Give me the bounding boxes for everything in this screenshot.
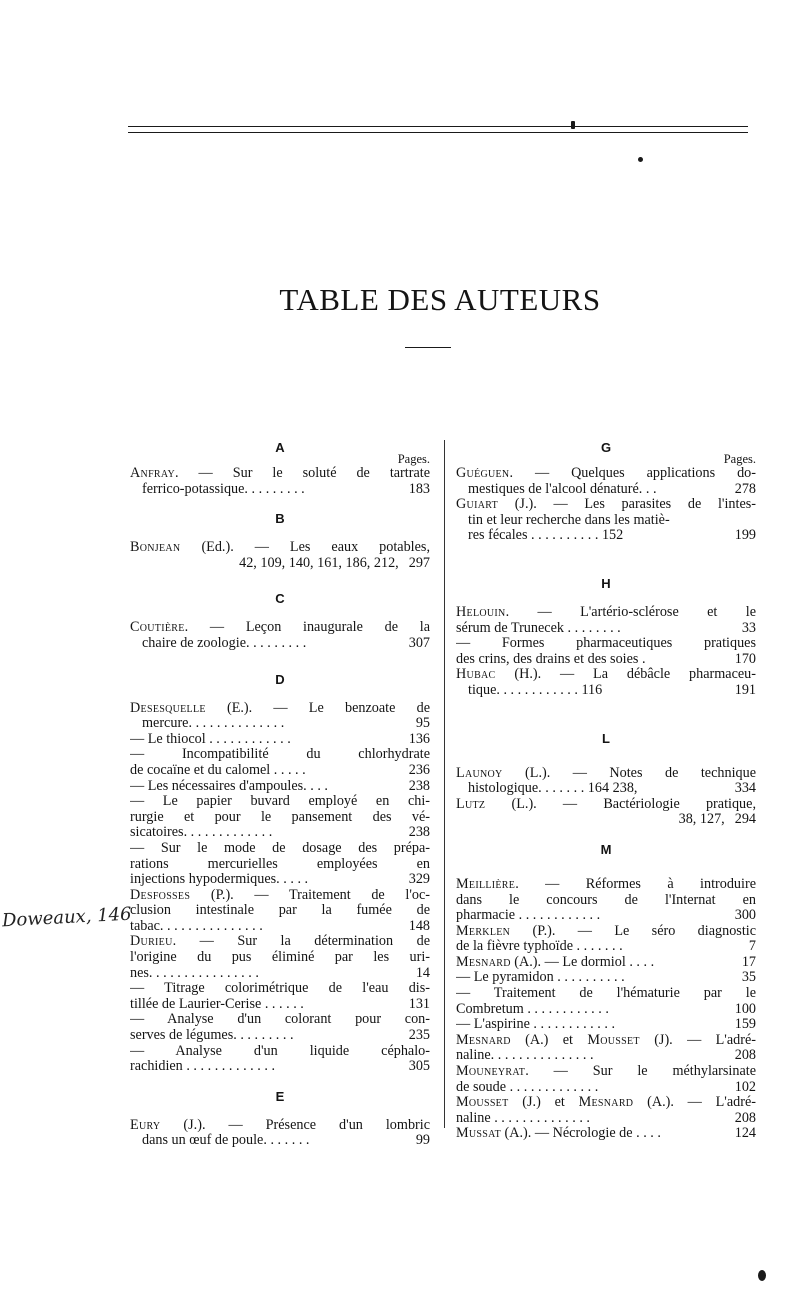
index-entry	[456, 1095, 756, 1126]
page-number: 148	[408, 917, 430, 934]
entry-text: mercure. . . . . . . . . . . . . .	[142, 716, 285, 732]
index-entry	[130, 732, 430, 748]
entry-text: Hubac (H.). — La débâcle pharmaceu-	[456, 667, 756, 683]
entry-text: serves de légumes. . . . . . . . .	[130, 1028, 294, 1044]
entry-text: de soude . . . . . . . . . . . . .	[456, 1079, 599, 1095]
page-number: 102	[734, 1078, 756, 1095]
page-number: 14	[415, 964, 430, 981]
entry-text: clusion intestinale par la fumée de	[130, 903, 430, 919]
entry-text: Helouin. — L'artério-sclérose et le	[456, 604, 756, 620]
page-number: 131	[408, 995, 430, 1012]
index-entry	[456, 970, 756, 986]
entry-text: Mesnard (A.). — Le dormiol . . . .	[456, 954, 655, 970]
entry-text: nes. . . . . . . . . . . . . . . .	[130, 965, 259, 981]
entry-text: histologique. . . . . . . 164 238,	[468, 781, 638, 797]
section-letter: D	[275, 671, 285, 687]
index-entry	[130, 701, 430, 732]
index-entry	[130, 794, 430, 841]
entry-text: des crins, des drains et des soies .	[456, 651, 646, 667]
section-letter: M	[600, 841, 612, 857]
index-entry	[456, 1126, 756, 1142]
entry-text: Coutière. — Leçon inaugurale de la	[130, 620, 430, 636]
page-number: 159	[734, 1016, 756, 1033]
entry-text: Mesnard (A.) et Mousset (J). — L'adré-	[456, 1032, 756, 1048]
index-entry	[456, 497, 756, 544]
index-entry	[130, 981, 430, 1012]
page-number: 297	[408, 554, 430, 571]
entry-text: — Sur le mode de dosage des prépa-	[130, 840, 430, 856]
page-number: 7	[748, 938, 756, 955]
section-letter: C	[275, 591, 285, 607]
entry-text: Guiart (J.). — Les parasites de l'intes-	[456, 497, 756, 513]
index-column-left	[130, 440, 430, 1149]
index-entry	[456, 1017, 756, 1033]
entry-text: — Formes pharmaceutiques pratiques	[456, 636, 756, 652]
index-entry	[130, 1044, 430, 1075]
page-number: 294	[734, 811, 756, 828]
entry-text: — L'aspirine . . . . . . . . . . . .	[456, 1017, 615, 1033]
index-entry	[456, 766, 756, 797]
entry-text: — Les nécessaires d'ampoules. . . .	[130, 778, 328, 794]
page-number: 170	[734, 650, 756, 667]
entry-text: — Le papier buvard employé en chi-	[130, 794, 430, 810]
entry-text: Mussat (A.). — Nécrologie de . . . .	[456, 1126, 661, 1142]
top-rule	[128, 132, 748, 133]
index-entry	[130, 841, 430, 888]
index-entry	[456, 1033, 756, 1064]
section-letter: E	[275, 1088, 285, 1104]
entry-text: mestiques de l'alcool dénaturé. . .	[468, 481, 657, 497]
pages-header: Pages.	[723, 452, 756, 466]
page-number: 300	[734, 907, 756, 924]
section-letter: B	[275, 511, 285, 527]
entry-text: Durieu. — Sur la détermination de	[130, 934, 430, 950]
page-title: TABLE DES AUTEURS	[279, 282, 601, 317]
entry-text: Desfosses (P.). — Traitement de l'oc-	[130, 887, 430, 903]
index-entry	[456, 797, 756, 828]
index-entry	[130, 466, 430, 497]
entry-text: de cocaïne et du calomel . . . . .	[130, 762, 306, 778]
entry-text: — Analyse d'un colorant pour con-	[130, 1012, 430, 1028]
entry-text: chaire de zoologie. . . . . . . . .	[142, 635, 307, 651]
entry-text: naline. . . . . . . . . . . . . . .	[456, 1048, 594, 1064]
pages-header: Pages.	[397, 452, 430, 466]
entry-text: Anfray. — Sur le soluté de tartrate	[130, 466, 430, 481]
column-divider	[444, 440, 445, 1128]
section-letter: H	[601, 575, 611, 591]
entry-text: Lutz (L.). — Bactériologie pratique,	[456, 796, 756, 812]
page-number: 99	[415, 1132, 430, 1149]
index-entry	[456, 605, 756, 636]
entry-text: Bonjean (Ed.). — Les eaux potables,	[130, 540, 430, 556]
index-entry	[130, 747, 430, 778]
index-entry	[130, 934, 430, 981]
section-letter: G	[600, 440, 612, 455]
entry-text: pharmacie . . . . . . . . . . . .	[456, 908, 601, 924]
entry-text: — Traitement de l'hématurie par le	[456, 986, 756, 1002]
entry-text: Desesquelle (E.). — Le benzoate de	[130, 700, 430, 716]
index-entry	[130, 620, 430, 651]
page-number: 236	[408, 761, 430, 778]
index-entry	[456, 466, 756, 497]
entry-text: de la fièvre typhoïde . . . . . . .	[456, 939, 623, 955]
entry-text: 42, 109, 140, 161, 186, 212,	[239, 555, 399, 571]
page-number: 17	[741, 953, 756, 970]
entry-text: injections hypodermiques. . . . .	[130, 872, 309, 888]
entry-text: — Titrage colorimétrique de l'eau dis-	[130, 981, 430, 997]
page-number: 95	[415, 715, 430, 732]
index-entry	[130, 540, 430, 571]
entry-text: res fécales . . . . . . . . . . 152	[468, 528, 624, 544]
entry-text: Launoy (L.). — Notes de technique	[456, 765, 756, 781]
entry-text: sicatoires. . . . . . . . . . . . .	[130, 825, 273, 841]
index-entry	[456, 955, 756, 971]
entry-text: tique. . . . . . . . . . . . 116	[468, 682, 603, 698]
page-number: 334	[734, 780, 756, 797]
top-rule	[128, 126, 748, 127]
page-number: 238	[408, 777, 430, 794]
entry-text: Eury (J.). — Présence d'un lombric	[130, 1117, 430, 1133]
entry-text: tin et leur recherche dans les matiè-	[468, 512, 670, 528]
entry-text: rations mercurielles employées en	[130, 856, 430, 872]
index-entry	[456, 636, 756, 667]
index-entry	[130, 1118, 430, 1149]
entry-text: — Incompatibilité du chlorhydrate	[130, 747, 430, 763]
index-entry	[456, 667, 756, 698]
page-number: 235	[408, 1027, 430, 1044]
entry-text: ferrico-potassique. . . . . . . . .	[142, 481, 305, 497]
page-number: 124	[734, 1125, 756, 1142]
ink-speck	[638, 157, 643, 162]
section-letter: L	[602, 730, 610, 746]
entry-text: tabac. . . . . . . . . . . . . . .	[130, 918, 263, 934]
entry-text: Mousset (J.) et Mesnard (A.). — L'adré-	[456, 1095, 756, 1111]
index-column-right	[456, 440, 756, 1142]
page-number: 278	[734, 480, 756, 497]
page-number: 307	[408, 634, 430, 651]
entry-text: dans le concours de l'Internat en	[456, 892, 756, 908]
entry-text: l'origine du pus éliminé par les uri-	[130, 950, 430, 966]
entry-text: Combretum . . . . . . . . . . . .	[456, 1001, 609, 1017]
entry-text: tillée de Laurier-Cerise . . . . . .	[130, 996, 304, 1012]
page-number: 329	[408, 871, 430, 888]
title-rule	[405, 347, 451, 348]
entry-text: sérum de Trunecek . . . . . . . .	[456, 620, 621, 636]
entry-text: rachidien . . . . . . . . . . . . .	[130, 1059, 275, 1075]
entry-text: Meillière. — Réformes à introduire	[456, 876, 756, 892]
page-number: 136	[408, 730, 430, 747]
page-number: 100	[734, 1000, 756, 1017]
page-number: 183	[408, 480, 430, 497]
entry-text: — Le pyramidon . . . . . . . . . .	[456, 970, 625, 986]
page-number: 191	[734, 681, 756, 698]
entry-text: — Le thiocol . . . . . . . . . . . .	[130, 731, 291, 747]
entry-text: — Analyse d'un liquide céphalo-	[130, 1043, 430, 1059]
index-entry	[130, 888, 430, 935]
index-entry	[456, 986, 756, 1017]
entry-text: dans un œuf de poule. . . . . . .	[142, 1133, 310, 1149]
index-entry	[130, 1012, 430, 1043]
page-number: 238	[408, 824, 430, 841]
entry-text: rurgie et pour le pansement des vé-	[130, 809, 430, 825]
page-number: 199	[734, 527, 756, 544]
entry-text: 38, 127,	[678, 812, 725, 828]
ink-speck	[758, 1270, 766, 1281]
page-number: 33	[741, 619, 756, 636]
entry-text: Merklen (P.). — Le séro diagnostic	[456, 923, 756, 939]
entry-text: Mouneyrat. — Sur le méthylarsinate	[456, 1064, 756, 1080]
index-entry	[456, 877, 756, 924]
section-letter: A	[275, 440, 285, 455]
index-entry	[456, 924, 756, 955]
entry-text: Guéguen. — Quelques applications do-	[456, 466, 756, 481]
page-number: 208	[734, 1109, 756, 1126]
page-number: 305	[408, 1058, 430, 1075]
rule-mark	[571, 121, 575, 129]
page-number: 208	[734, 1047, 756, 1064]
page-number: 35	[741, 969, 756, 986]
index-entry	[130, 779, 430, 795]
index-entry	[456, 1064, 756, 1095]
handwritten-margin-note: Doweaux, 146	[1, 903, 133, 932]
entry-text: naline . . . . . . . . . . . . . .	[456, 1110, 590, 1126]
